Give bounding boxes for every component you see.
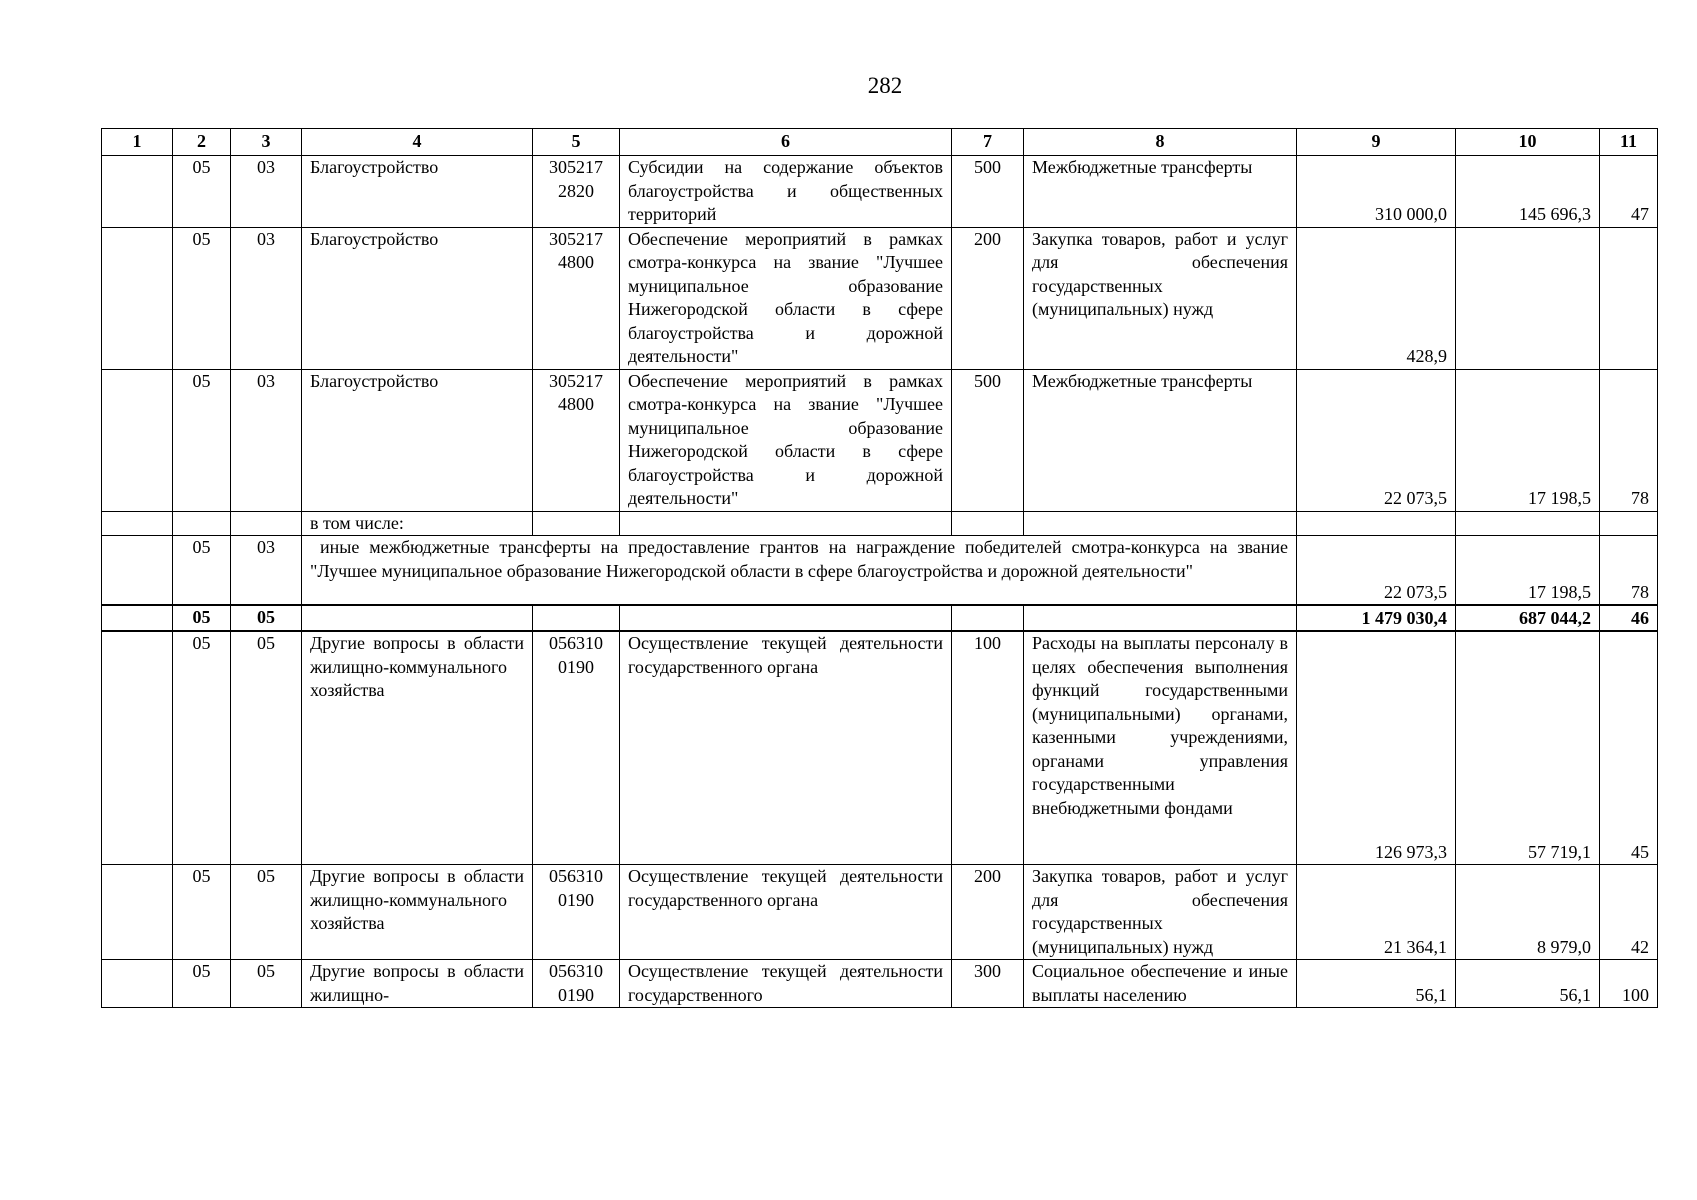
header-cell: 11 xyxy=(1600,129,1658,156)
cell-empty xyxy=(1024,605,1297,631)
cell-actual: 17 198,5 xyxy=(1456,369,1600,511)
cell-expense-name: Закупка товаров, работ и услуг для обеспечения государственных (муниципальных) нужд xyxy=(1024,865,1297,960)
cell-actual-total: 687 044,2 xyxy=(1456,605,1600,631)
cell-merged-description: иные межбюджетные трансферты на предоставление грантов на награждение победителей смотра-конкурса на звание "Лучшее муниципальное образование Нижегородской области в сфере благоустройства и дорожной деятельности" xyxy=(302,536,1297,606)
header-cell: 7 xyxy=(952,129,1024,156)
cell-actual: 145 696,3 xyxy=(1456,156,1600,228)
cell-plan: 22 073,5 xyxy=(1297,536,1456,606)
table-row-merged xyxy=(102,536,1658,606)
cell-subsection: 03 xyxy=(231,227,302,369)
cell-subsection: 03 xyxy=(231,156,302,228)
table-row-including xyxy=(102,511,1658,536)
cell-empty xyxy=(302,605,533,631)
header-cell: 9 xyxy=(1297,129,1456,156)
header-cell: 10 xyxy=(1456,129,1600,156)
cell-target-code: 056310 0190 xyxy=(533,865,620,960)
header-cell: 8 xyxy=(1024,129,1297,156)
cell-empty xyxy=(620,605,952,631)
cell-percent: 42 xyxy=(1600,865,1658,960)
cell-empty xyxy=(533,605,620,631)
table-row xyxy=(102,960,1658,1008)
cell-percent: 47 xyxy=(1600,156,1658,228)
cell-expense-name: Социальное обеспечение и иные выплаты населению xyxy=(1024,960,1297,1008)
cell-empty xyxy=(102,227,173,369)
cell-empty xyxy=(1297,511,1456,536)
cell-empty xyxy=(102,156,173,228)
cell-actual: 57 719,1 xyxy=(1456,631,1600,865)
cell-empty xyxy=(533,511,620,536)
cell-expense-type: 200 xyxy=(952,865,1024,960)
cell-empty xyxy=(620,511,952,536)
cell-purpose: Обеспечение мероприятий в рамках смотра-конкурса на звание "Лучшее муниципальное образование Нижегородской области в сфере благоустройства и дорожной деятельности" xyxy=(620,227,952,369)
cell-target-code: 056310 0190 xyxy=(533,960,620,1008)
cell-subsection: 05 xyxy=(231,605,302,631)
cell-expense-name: Межбюджетные трансферты xyxy=(1024,156,1297,228)
cell-purpose: Осуществление текущей деятельности государственного органа xyxy=(620,865,952,960)
cell-target-code: 305217 4800 xyxy=(533,369,620,511)
cell-purpose: Субсидии на содержание объектов благоустройства и общественных территорий xyxy=(620,156,952,228)
cell-expense-name: Закупка товаров, работ и услуг для обеспечения государственных (муниципальных) нужд xyxy=(1024,227,1297,369)
cell-plan: 428,9 xyxy=(1297,227,1456,369)
table-header-row xyxy=(102,129,1658,156)
header-cell: 6 xyxy=(620,129,952,156)
cell-empty xyxy=(102,369,173,511)
table-row-subtotal xyxy=(102,605,1658,631)
table-row xyxy=(102,631,1658,865)
table-row xyxy=(102,156,1658,228)
cell-section: 05 xyxy=(173,156,231,228)
cell-section: 05 xyxy=(173,227,231,369)
cell-expense-type: 200 xyxy=(952,227,1024,369)
cell-empty xyxy=(1024,511,1297,536)
cell-empty xyxy=(1600,511,1658,536)
cell-empty xyxy=(102,960,173,1008)
header-cell: 2 xyxy=(173,129,231,156)
cell-expense-name: Расходы на выплаты персоналу в целях обеспечения выполнения функций государственными (муниципальными) органами, казенными учреждениями, органами управления государственными внебюджетными фондами xyxy=(1024,631,1297,865)
cell-percent: 78 xyxy=(1600,369,1658,511)
cell-name: Благоустройство xyxy=(302,369,533,511)
budget-table xyxy=(101,128,1658,1008)
header-cell: 3 xyxy=(231,129,302,156)
cell-actual: 17 198,5 xyxy=(1456,536,1600,606)
cell-empty xyxy=(102,631,173,865)
cell-expense-name: Межбюджетные трансферты xyxy=(1024,369,1297,511)
cell-empty xyxy=(102,511,173,536)
cell-expense-type: 300 xyxy=(952,960,1024,1008)
cell-empty xyxy=(102,536,173,606)
cell-empty xyxy=(102,605,173,631)
cell-empty xyxy=(952,511,1024,536)
cell-plan: 21 364,1 xyxy=(1297,865,1456,960)
cell-section: 05 xyxy=(173,960,231,1008)
page-number: 282 xyxy=(867,73,903,98)
cell-percent-total: 46 xyxy=(1600,605,1658,631)
cell-percent: 100 xyxy=(1600,960,1658,1008)
cell-including-label: в том числе: xyxy=(302,511,533,536)
cell-empty xyxy=(173,511,231,536)
cell-section: 05 xyxy=(173,865,231,960)
cell-target-code: 305217 2820 xyxy=(533,156,620,228)
cell-section: 05 xyxy=(173,369,231,511)
cell-subsection: 03 xyxy=(231,369,302,511)
cell-name: Другие вопросы в области жилищно-коммунального хозяйства xyxy=(302,631,533,865)
cell-expense-type: 100 xyxy=(952,631,1024,865)
cell-expense-type: 500 xyxy=(952,369,1024,511)
cell-section: 05 xyxy=(173,605,231,631)
cell-expense-type: 500 xyxy=(952,156,1024,228)
header-cell: 4 xyxy=(302,129,533,156)
cell-empty xyxy=(1456,511,1600,536)
cell-purpose: Обеспечение мероприятий в рамках смотра-конкурса на звание "Лучшее муниципальное образование Нижегородской области в сфере благоустройства и дорожной деятельности" xyxy=(620,369,952,511)
cell-actual: 8 979,0 xyxy=(1456,865,1600,960)
table-row xyxy=(102,865,1658,960)
cell-section: 05 xyxy=(173,536,231,606)
table-row xyxy=(102,369,1658,511)
table-row xyxy=(102,227,1658,369)
cell-empty xyxy=(102,865,173,960)
cell-plan: 56,1 xyxy=(1297,960,1456,1008)
cell-name: Благоустройство xyxy=(302,227,533,369)
cell-subsection: 05 xyxy=(231,631,302,865)
cell-subsection: 05 xyxy=(231,960,302,1008)
cell-actual xyxy=(1456,227,1600,369)
cell-subsection: 03 xyxy=(231,536,302,606)
cell-plan: 126 973,3 xyxy=(1297,631,1456,865)
cell-target-code: 056310 0190 xyxy=(533,631,620,865)
cell-plan: 22 073,5 xyxy=(1297,369,1456,511)
header-cell: 5 xyxy=(533,129,620,156)
cell-section: 05 xyxy=(173,631,231,865)
cell-subsection: 05 xyxy=(231,865,302,960)
cell-empty xyxy=(952,605,1024,631)
cell-name: Благоустройство xyxy=(302,156,533,228)
cell-purpose: Осуществление текущей деятельности государственного органа xyxy=(620,631,952,865)
cell-percent xyxy=(1600,227,1658,369)
cell-name: Другие вопросы в области жилищно-коммунального хозяйства xyxy=(302,865,533,960)
cell-actual: 56,1 xyxy=(1456,960,1600,1008)
cell-plan: 310 000,0 xyxy=(1297,156,1456,228)
cell-percent: 45 xyxy=(1600,631,1658,865)
cell-plan-total: 1 479 030,4 xyxy=(1297,605,1456,631)
cell-empty xyxy=(231,511,302,536)
cell-target-code: 305217 4800 xyxy=(533,227,620,369)
cell-name: Другие вопросы в области жилищно- xyxy=(302,960,533,1008)
cell-percent: 78 xyxy=(1600,536,1658,606)
cell-purpose: Осуществление текущей деятельности государственного xyxy=(620,960,952,1008)
header-cell: 1 xyxy=(102,129,173,156)
